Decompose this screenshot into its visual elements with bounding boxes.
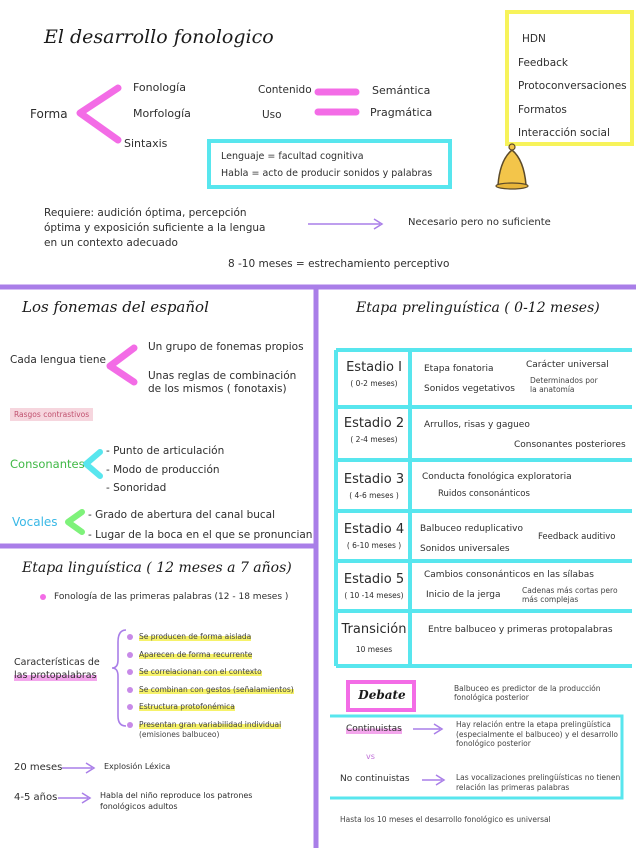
morfologia-label: Morfología (133, 107, 191, 120)
consonantes-label: Consonantes (10, 457, 85, 471)
lenguaje-box (209, 141, 450, 187)
stages-table (336, 350, 632, 666)
cons-chevron (86, 452, 100, 476)
pink-dot-icon (40, 594, 46, 600)
stage-4-c: Feedback auditivo (538, 532, 616, 542)
sintaxis-label: Sintaxis (124, 137, 168, 150)
list-item: Se combinan con gestos (señalamientos) (127, 681, 294, 699)
habla-adulto-text: Habla del niño reproduce los patrones fonológicos adultos (100, 791, 253, 811)
fonemas-title: Los fonemas del español (22, 298, 209, 316)
vs-label: vs (366, 752, 375, 761)
stage-transicion-a: Entre balbuceo y primeras protopalabras (428, 625, 613, 635)
meses-text: 8 -10 meses = estrechamiento perceptivo (228, 258, 450, 270)
semantica-label: Semántica (372, 84, 431, 97)
predictor-text: Balbuceo es predictor de la producción fonológica posterior (454, 684, 601, 702)
vocales-label: Vocales (12, 515, 58, 529)
purple-dot-icon (127, 652, 133, 658)
cada-text: Cada lengua tiene (10, 354, 106, 366)
stage-2: Estadio 2 ( 2-4 meses) (343, 416, 405, 444)
yellow-list (518, 28, 627, 146)
stage-5-b: Inicio de la jerga (426, 590, 501, 600)
lenguaje-text: Lenguaje = facultad cognitiva (221, 151, 364, 162)
bell-icon (496, 144, 528, 189)
purple-dot-icon (127, 669, 133, 675)
stage-3: Estadio 3 ( 4-6 meses ) (343, 472, 405, 500)
rasgos-tag: Rasgos contrastivos (10, 408, 93, 421)
stage-3-a: Conducta fonológica exploratoria (422, 472, 572, 482)
stage-1-b: Sonidos vegetativos (424, 384, 515, 394)
purple-dot-icon (127, 722, 133, 728)
stage-4-b: Sonidos universales (420, 544, 510, 554)
continuistas-label: Continuistas (346, 724, 402, 734)
forma-label: Forma (30, 107, 68, 121)
list-item: Estructura protofonémica (127, 698, 294, 716)
contenido-label: Contenido (258, 84, 312, 96)
list-item: Formatos (518, 103, 567, 116)
prelinguistica-title: Etapa prelinguística ( 0-12 meses) (356, 300, 600, 316)
list-item: Interacción social (518, 127, 610, 139)
consonantes-list: - Punto de articulación - Modo de producción - Sonoridad (106, 445, 225, 494)
cada-chevron (110, 348, 134, 382)
page-title: El desarrollo fonologico (44, 26, 274, 48)
stage-3-b: Ruidos consonánticos (438, 489, 530, 499)
bullet-fonologia: Fonología de las primeras palabras (12 - 18 meses ) (40, 592, 288, 602)
stage-1-c: Carácter universal (526, 360, 609, 370)
stage-2-b: Consonantes posteriores (514, 440, 626, 450)
list-item: Se correlacionan con el contexto (127, 663, 294, 681)
linguistica-title: Etapa linguística ( 12 meses a 7 años) (22, 560, 292, 576)
debate-label: Debate (358, 688, 406, 702)
stage-1-a: Etapa fonatoria (424, 364, 494, 374)
list-item: Presentan gran variabilidad individual (127, 720, 294, 730)
list-item: Feedback (518, 56, 569, 69)
protopalabras-list (127, 628, 294, 740)
stage-1-d: Determinados por la anatomía (530, 376, 598, 394)
forma-chevron (80, 88, 118, 140)
vocales-list: - Grado de abertura del canal bucal - Lugar de la boca en el que se pronuncian (88, 509, 313, 541)
explosion-text: Explosión Léxica (104, 762, 171, 771)
meses20-text: 20 meses (14, 762, 63, 773)
stage-transicion: Transición 10 meses (341, 622, 407, 654)
requiere-text: Requiere: audición óptima, percepción óptima y exposición suficiente a la lengua en un contexto adecuado (44, 207, 266, 249)
hasta-text: Hasta los 10 meses el desarrollo fonológico es universal (340, 815, 551, 824)
grupo-text: Un grupo de fonemas propios (148, 341, 304, 353)
necesario-text: Necesario pero no suficiente (408, 217, 551, 228)
stage-4: Estadio 4 ( 6-10 meses ) (343, 522, 405, 550)
stage-5: Estadio 5 ( 10 -14 meses) (343, 572, 405, 600)
purple-dot-icon (127, 634, 133, 640)
list-item: Protoconversaciones (518, 80, 627, 92)
list-item: Se producen de forma aislada (127, 628, 294, 646)
uso-label: Uso (262, 109, 282, 121)
fonologia-label: Fonología (133, 81, 186, 94)
brace (112, 630, 126, 726)
no-continuistas-text: Las vocalizaciones prelingüísticas no tienen relación las primeras palabras (456, 773, 621, 792)
stage-2-a: Arrullos, risas y gagueo (424, 420, 530, 430)
purple-dot-icon (127, 687, 133, 693)
no-continuistas-label: No continuistas (340, 774, 410, 784)
stage-4-a: Balbuceo reduplicativo (420, 524, 523, 534)
list-item: Aparecen de forma recurrente (127, 646, 294, 664)
reglas-text: Unas reglas de combinación de los mismos ( fonotaxis) (148, 370, 297, 395)
voc-chevron (68, 512, 82, 532)
stage-5-c: Cadenas más cortas pero más complejas (522, 586, 618, 604)
stage-1: Estadio I ( 0-2 meses) (346, 360, 402, 388)
anos-text: 4-5 años (14, 792, 58, 803)
list-item: HDN (522, 33, 546, 45)
stage-5-a: Cambios consonánticos en las sílabas (424, 570, 594, 580)
list-item: (emisiones balbuceo) (139, 729, 220, 739)
habla-text: Habla = acto de producir sonidos y palabras (221, 168, 433, 179)
continuistas-text: Hay relación entre la etapa prelingüística (especialmente el balbuceo) y el desarrollo fonológico posterior (456, 720, 618, 748)
pragmatica-label: Pragmática (370, 106, 433, 119)
purple-dot-icon (127, 704, 133, 710)
caracteristicas-text: Características de las protopalabras (14, 657, 100, 681)
